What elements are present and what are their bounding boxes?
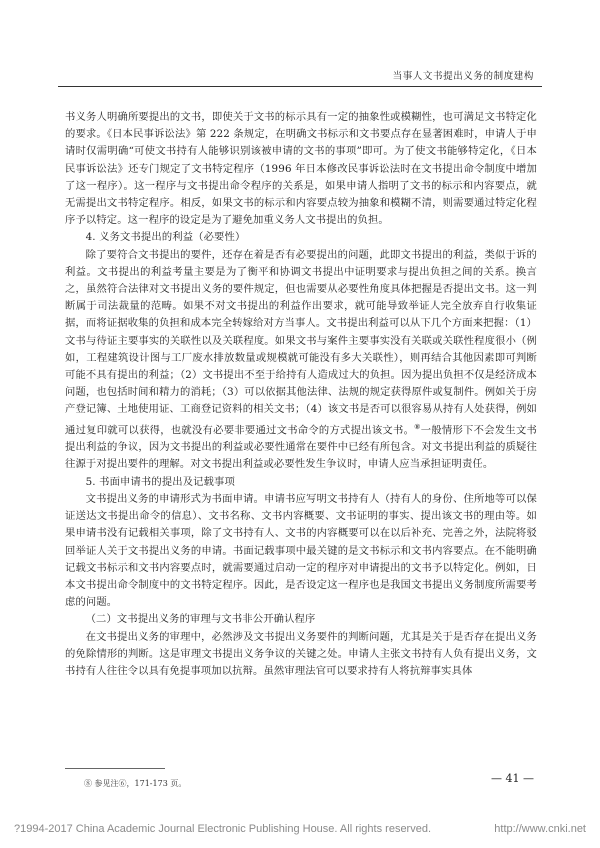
- page-number: — 41 —: [491, 772, 534, 785]
- footnote: ⑧ 参见注⑥，171-173 页。: [84, 779, 187, 788]
- copyright-notice: ?1994-2017 China Academic Journal Electronic Publishing House. All rights reserved.: [14, 823, 432, 835]
- subheading-4: 4. 义务文书提出的利益（必要性）: [85, 231, 246, 244]
- paragraph-2-text: 除了要符合文书提出的要件，还存在着是否有必要提出的问题，此即文书提出的利益，类似于诉的利益。文书提出的利益考量主要是为了衡平和协调文书提出中证明要求与提出负担之间的关系。换言之，虽然符合法律对文书提出义务的要件规定，但也需要从必要性角度具体把握是否提出文书。这一判断属于司法裁量的范畴。如果不对文书提出的利益作出要求，就可能导致举证人完全放弃自行收集证据，而将证据收集的负担和成本完全转嫁给对方当事人。文书提出利益可以从下几个方面来把握：（1）文书与待证主要事实的关联性以及关联程度。如果文书与案件主要事实没有关联或关联性程度很小（例如，工程建筑设计图与工厂废水排放数量或规模就可能没有多大关联性），则再结合其他因素即可判断可能不具有提出的利益；（2）文书提出不至于给持有人造成过大的负担。因为提出负担不仅是经济成本问题，也包括时间和精力的消耗；（3）可以依据其他法律、法规的规定获得原件或复制件。例如关于房产登记簿、土地使用证、工商登记资料的相关文书；（4）该文书是否可以很容易从持有人处获得，例如通过复印就可以获得，也就没有必要非要通过文书命令的方式提出该文书。: [65, 248, 537, 437]
- cnki-link[interactable]: http://www.cnki.net: [494, 823, 586, 835]
- article-body: [65, 109, 537, 680]
- subheading-5: 5. 书面申请书的提出及记载事项: [85, 475, 235, 488]
- header-rule: [58, 86, 542, 87]
- paragraph-2: [65, 247, 537, 474]
- paragraph-4: 在文书提出义务的审理中，必然涉及文书提出义务要件的判断问题，尤其是关于是否存在提出义务的免除情形的判断。这是审理文书提出义务争议的关键之处。申请人主张文书持有人负有提出义务，文书持有人往往令以具有免提事项加以抗辩。虽然审理法官可以要求持有人将抗辩事实具体: [65, 630, 537, 677]
- paragraph-3: 文书提出义务的申请形式为书面申请。申请书应写明文书持有人（持有人的身份、住所地等可以保证送达文书提出命令的信息）、文书名称、文书内容概要、文书证明的事实、提出该文书的理由等。如果申请书没有记载相关事项，除了文书持有人、文书的内容概要可以在以后补充、完善之外，法院将驳回举证人关于文书提出义务的申请。书面记载事项中最关键的是文书标示和文书内容要点。在不能明确记载文书标示和文书内容要点时，就需要通过启动一定的程序对申请提出的文书予以特定化。例如，日本文书提出命令制度中的文书特定程序。因此，是否设定这一程序也是我国文书提出义务制度所需要考虑的问题。: [65, 492, 537, 609]
- section-heading-2: （二）文书提出义务的审理与文书非公开确认程序: [85, 613, 316, 626]
- footnote-ref[interactable]: ⑧: [414, 422, 421, 431]
- copyright-bar: [14, 823, 586, 835]
- footnote-rule: [65, 768, 165, 769]
- paragraph-1: 书义务人明确所要提出的文书，即使关于文书的标示具有一定的抽象性或模糊性，也可满足文书特定化的要求。《日本民事诉讼法》第 222 条规定，在明确文书标示和文书要点存在显著困难时，申请人于申请时仅需明确“可使文书持有人能够识别该被申请的文书的事项”即可。为了使文书能够特定化，《日本民事诉讼法》还专门规定了文书特定程序（1996 年日本修改民事诉讼法时在文书提出命令制度中增加了这一程序）。这一程序与文书提出命令程序的关系是，如果申请人指明了文书的标示和内容要点，就无需提出文书特定程序。相反，如果文书的标示和内容要点较为抽象和模糊不清，则需要通过特定化程序予以特定。这一程序的设定是为了避免加重义务人文书提出的负担。: [65, 111, 537, 227]
- running-header: 当事人文书提出义务的制度建构: [392, 71, 534, 82]
- paragraph-2-continued: 一般情形下不会发生文书提出利益的争议，因为文书提出的利益或必要性通常在要件中已经有所包含。对文书提出利益的质疑往往源于对提出要件的理解。对文书提出利益或必要性发生争议时，申请人应当承担证明责任。: [65, 424, 537, 471]
